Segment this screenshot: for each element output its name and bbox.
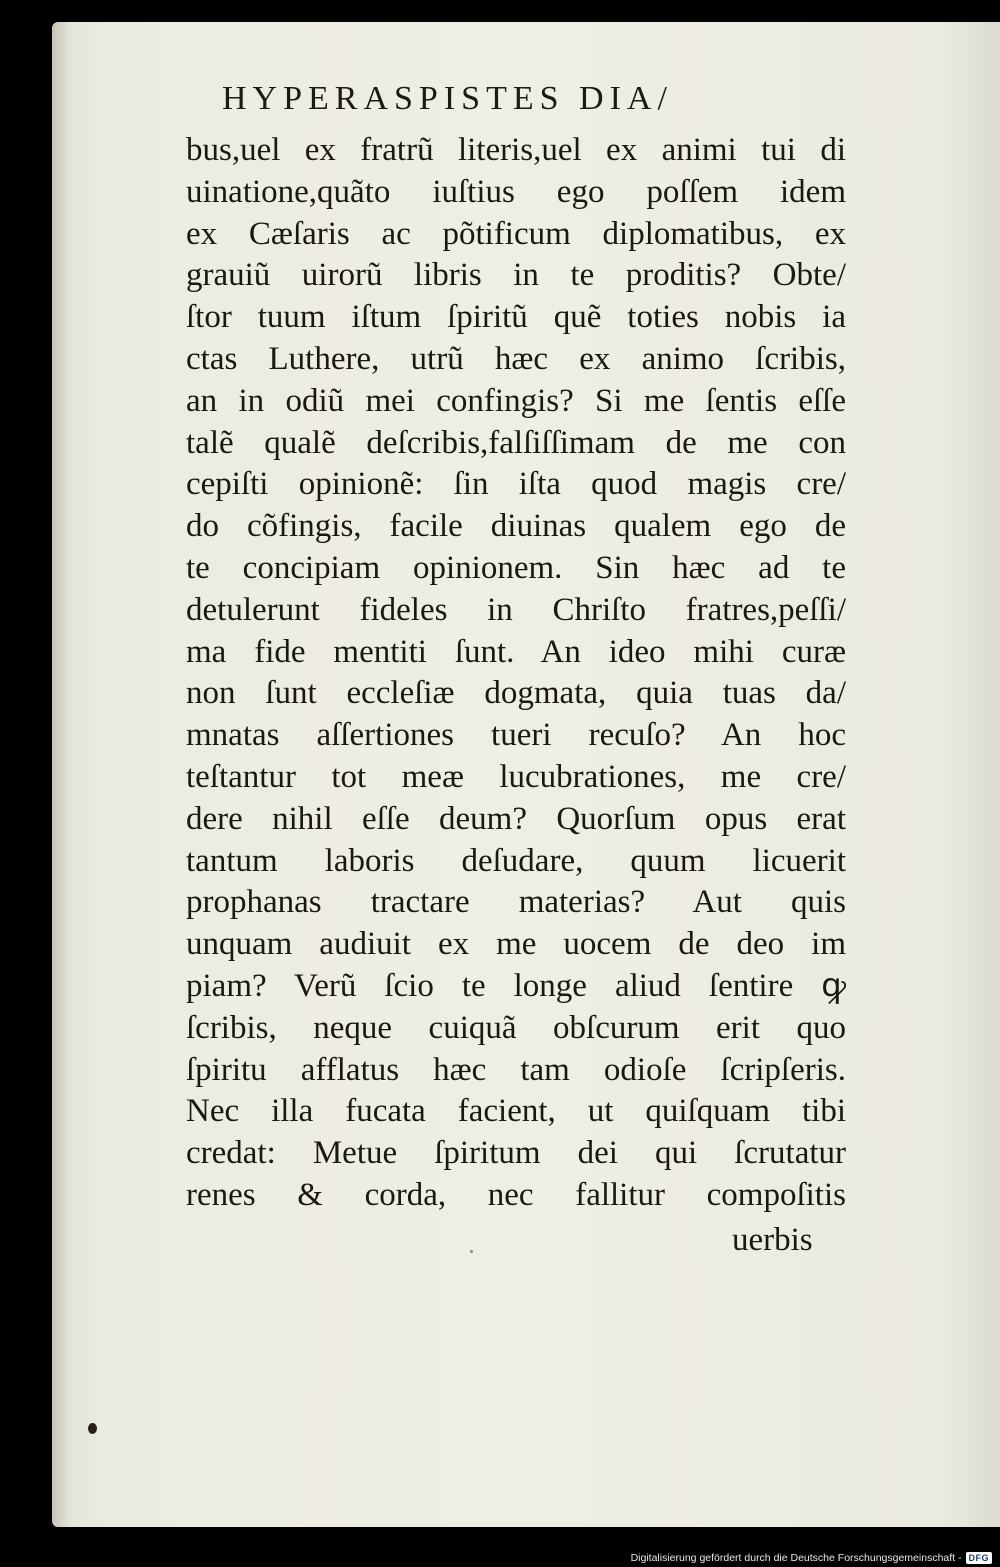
text-line: ctas Luthere, utrũ hæc ex animo ſcribis, [186,340,846,377]
credit-text: Digitalisierung gefördert durch die Deutsche Forschungsgemeinschaft - [630,1552,962,1564]
running-head: HYPERASPISTES DIA/ [222,80,673,117]
text-line: unquam audiuit ex me uocem de deo im [186,926,846,963]
text-line: bus,uel ex fratrũ literis,uel ex animi tui di [186,132,846,168]
text-line: uinatione,quãto iuſtius ego poſſem idem [186,173,846,210]
text-line: mnatas aſſertiones tueri recuſo? An hoc [186,717,846,754]
text-line: dere nihil eſſe deum? Quorſum opus erat [186,800,846,837]
gutter-shadow [52,22,70,1527]
text-line: ſpiritu afflatus hæc tam odioſe ſcripſeris. [186,1051,846,1088]
text-line: talẽ qualẽ deſcribis,falſiſſimam de me con [186,424,846,461]
dfg-logo-icon: DFG [966,1552,993,1564]
text-line: ſtor tuum iſtum ſpiritũ quẽ toties nobis ia [186,299,846,336]
ink-spot [88,1423,97,1434]
text-line: ſcribis, neque cuiquã obſcurum erit quo [186,1009,846,1046]
text-line: detulerunt fideles in Chriſto fratres,peſſi/ [186,591,846,628]
text-line: ex Cæſaris ac põtificum diplomatibus, ex [186,215,846,252]
body-text [186,130,846,1217]
digitization-credit [631,1552,992,1564]
text-line: non ſunt eccleſiæ dogmata, quia tuas da/ [186,675,846,712]
text-line: teſtantur tot meæ lucubrationes, me cre/ [186,758,846,795]
text-line: renes & corda, nec fallitur compoſitis [186,1176,846,1213]
text-line: credat: Metue ſpiritum dei qui ſcrutatur [186,1135,846,1172]
text-line: prophanas tractare materias? Aut quis [186,884,846,921]
text-line: te concipiam opinionem. Sin hæc ad te [186,549,846,586]
text-line: an in odiũ mei confingis? Si me ſentis eſſe [186,382,846,419]
text-line: Nec illa fucata facient, ut quiſquam tibi [186,1093,846,1130]
text-line: ma fide mentiti ſunt. An ideo mihi curæ [186,633,846,670]
catchword: uerbis [732,1222,813,1258]
text-line: piam? Verũ ſcio te longe aliud ſentire ꝙ [186,967,846,1004]
text-line: do cõfingis, facile diuinas qualem ego de [186,508,846,545]
text-line: tantum laboris deſudare, quum licuerit [186,842,846,879]
text-line: grauiũ uirorũ libris in te proditis? Obte/ [186,257,846,294]
text-line: cepiſti opinionẽ: ſin iſta quod magis cre/ [186,466,846,503]
ink-spot [470,1250,473,1253]
